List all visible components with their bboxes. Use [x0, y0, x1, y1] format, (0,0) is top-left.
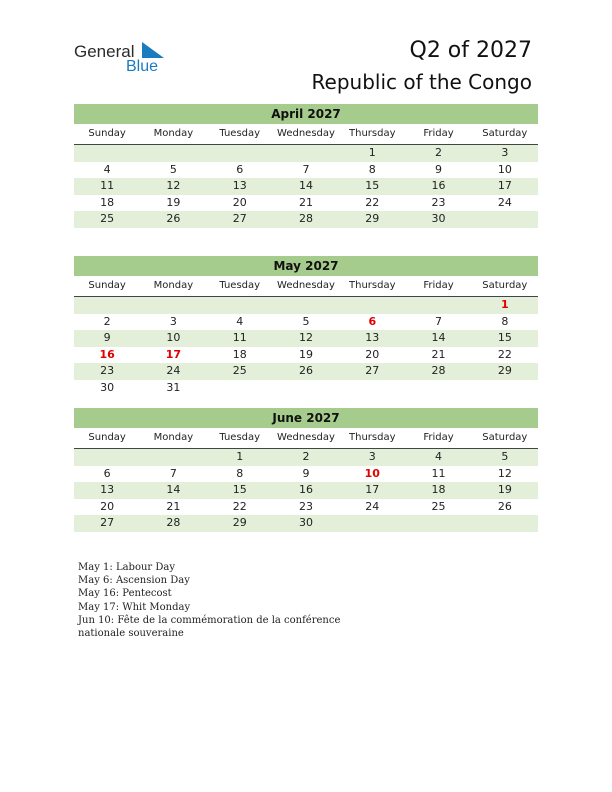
day-cell [140, 145, 206, 162]
day-cell: 20 [232, 195, 247, 209]
weekday-label: Sunday [88, 280, 126, 291]
day-cell: 28 [431, 364, 446, 377]
day-cell: 16 [431, 179, 446, 192]
day-cell: 12 [298, 331, 313, 344]
day-cell: 5 [169, 162, 177, 176]
day-cell: 16 [99, 347, 115, 361]
week-row [74, 449, 538, 466]
logo-text-general: General [74, 42, 135, 61]
week-row [74, 195, 538, 212]
week-row [74, 145, 538, 162]
day-cell: 7 [169, 466, 177, 480]
day-cell: 22 [497, 347, 512, 361]
day-cell [405, 515, 471, 532]
day-cell [207, 145, 273, 162]
week-row [74, 515, 538, 532]
day-cell: 25 [431, 499, 446, 513]
day-cell: 27 [232, 212, 247, 225]
month-june [74, 408, 538, 532]
day-cell: 27 [100, 516, 115, 529]
weekday-label: Monday [153, 280, 194, 291]
day-cell: 1 [501, 298, 509, 311]
day-cell: 20 [365, 347, 380, 361]
day-cell: 24 [497, 195, 512, 209]
week-row [74, 330, 538, 347]
holiday-note: May 6: Ascension Day [78, 575, 190, 587]
day-cell: 21 [298, 195, 313, 209]
day-cell: 18 [100, 195, 115, 209]
day-cell: 19 [298, 347, 313, 361]
day-cell: 27 [365, 364, 380, 377]
day-cell: 2 [103, 314, 111, 328]
day-cell: 17 [497, 179, 512, 192]
day-cell: 23 [431, 195, 446, 209]
day-cell: 18 [232, 347, 247, 361]
weekday-label: Saturday [482, 432, 528, 443]
day-cell: 14 [298, 179, 313, 192]
day-cell: 3 [169, 314, 177, 328]
day-cell [273, 380, 339, 397]
weekday-label: Monday [153, 432, 194, 443]
day-cell: 13 [365, 331, 380, 344]
page-title: Q2 of 2027 [409, 38, 532, 63]
month-header: May 2027 [74, 256, 538, 276]
month-header: April 2027 [74, 104, 538, 124]
day-cell: 11 [431, 466, 446, 480]
day-cell: 28 [166, 516, 181, 529]
day-cell: 29 [365, 212, 380, 225]
day-cell: 18 [431, 483, 446, 496]
day-cell: 30 [298, 516, 313, 529]
day-cell: 3 [368, 450, 376, 463]
month-header: June 2027 [74, 408, 538, 428]
weekday-label: Wednesday [277, 128, 335, 139]
day-cell: 16 [298, 483, 313, 496]
week-row [74, 363, 538, 380]
day-cell: 28 [298, 212, 313, 225]
day-cell [472, 211, 538, 228]
day-cell: 2 [435, 146, 443, 159]
weekday-header-row [74, 124, 538, 145]
day-cell: 29 [232, 516, 247, 529]
weekday-label: Sunday [88, 128, 126, 139]
day-cell: 8 [368, 162, 376, 176]
weekday-label: Tuesday [219, 280, 261, 291]
day-cell: 5 [501, 450, 509, 463]
country-name: Republic of the Congo [311, 70, 532, 94]
day-cell: 10 [166, 331, 181, 344]
day-cell: 22 [365, 195, 380, 209]
day-cell: 8 [501, 314, 509, 328]
day-cell: 25 [232, 364, 247, 377]
weekday-label: Monday [153, 128, 194, 139]
weekday-label: Friday [423, 280, 454, 291]
weekday-label: Sunday [88, 432, 126, 443]
week-row [74, 380, 538, 397]
day-cell: 5 [302, 314, 310, 328]
day-cell: 29 [497, 364, 512, 377]
day-cell: 21 [166, 499, 181, 513]
holiday-note: May 16: Pentecost [78, 588, 172, 600]
day-cell: 26 [497, 499, 512, 513]
day-cell [339, 515, 405, 532]
weeks [74, 449, 538, 532]
day-cell: 11 [232, 331, 247, 344]
weekday-label: Wednesday [277, 280, 335, 291]
day-cell: 24 [166, 364, 181, 377]
day-cell [207, 380, 273, 397]
day-cell: 6 [103, 466, 111, 480]
day-cell [339, 380, 405, 397]
month-april [74, 104, 538, 228]
day-cell [140, 297, 206, 314]
day-cell: 7 [435, 314, 443, 328]
day-cell: 17 [365, 483, 380, 496]
day-cell [472, 380, 538, 397]
day-cell: 9 [435, 162, 443, 176]
day-cell: 4 [236, 314, 244, 328]
day-cell: 6 [368, 314, 377, 328]
day-cell: 12 [497, 466, 512, 480]
day-cell: 21 [431, 347, 446, 361]
day-cell [472, 515, 538, 532]
day-cell: 25 [100, 212, 115, 225]
day-cell [207, 297, 273, 314]
day-cell: 1 [368, 146, 376, 159]
day-cell: 23 [298, 499, 313, 513]
day-cell: 4 [103, 162, 111, 176]
day-cell: 14 [431, 331, 446, 344]
day-cell: 4 [435, 450, 443, 463]
weekday-label: Thursday [349, 280, 396, 291]
holiday-note: May 1: Labour Day [78, 562, 175, 573]
holiday-note: Jun 10: Fête de la commémoration de la conférence [78, 614, 341, 626]
day-cell: 24 [365, 499, 380, 513]
day-cell: 9 [302, 466, 310, 480]
week-row [74, 482, 538, 499]
day-cell: 7 [302, 162, 310, 176]
day-cell: 13 [232, 179, 247, 192]
weekday-label: Tuesday [219, 128, 261, 139]
day-cell [74, 145, 140, 162]
day-cell [74, 297, 140, 314]
weekday-header-row [74, 428, 538, 449]
day-cell: 26 [166, 212, 181, 225]
logo-text-blue: Blue [126, 58, 159, 75]
weeks [74, 297, 538, 396]
week-row [74, 297, 538, 314]
week-row [74, 162, 538, 179]
week-row [74, 347, 538, 364]
day-cell: 12 [166, 179, 181, 192]
day-cell [405, 380, 471, 397]
day-cell: 2 [302, 450, 310, 463]
day-cell [339, 297, 405, 314]
weekday-label: Thursday [349, 128, 396, 139]
day-cell: 8 [236, 466, 244, 480]
weekday-label: Tuesday [219, 432, 261, 443]
logo [74, 40, 174, 80]
day-cell [140, 449, 206, 466]
day-cell: 6 [236, 162, 244, 176]
weekday-label: Wednesday [277, 432, 335, 443]
day-cell: 22 [232, 499, 247, 513]
week-row [74, 499, 538, 516]
holiday-note: nationale souveraine [78, 628, 184, 640]
day-cell: 30 [431, 212, 446, 225]
weekday-label: Friday [423, 432, 454, 443]
week-row [74, 466, 538, 483]
logo-triangle-icon [142, 42, 164, 58]
holiday-note: May 17: Whit Monday [78, 601, 191, 613]
day-cell: 9 [103, 331, 111, 344]
weeks [74, 145, 538, 228]
day-cell [273, 297, 339, 314]
day-cell: 19 [497, 483, 512, 496]
day-cell: 20 [100, 499, 115, 513]
day-cell: 10 [364, 466, 380, 480]
day-cell [74, 449, 140, 466]
week-row [74, 178, 538, 195]
day-cell [273, 145, 339, 162]
weekday-header-row [74, 276, 538, 297]
day-cell: 11 [100, 179, 115, 192]
weekday-label: Saturday [482, 280, 528, 291]
day-cell: 15 [365, 179, 380, 192]
day-cell: 30 [100, 380, 115, 394]
day-cell: 10 [497, 162, 512, 176]
week-row [74, 211, 538, 228]
day-cell: 19 [166, 195, 181, 209]
day-cell: 17 [165, 347, 182, 361]
day-cell: 31 [166, 380, 181, 394]
week-row [74, 314, 538, 331]
day-cell: 23 [100, 364, 115, 377]
month-may [74, 256, 538, 396]
weekday-label: Friday [423, 128, 454, 139]
day-cell: 15 [497, 331, 512, 344]
day-cell: 14 [166, 483, 181, 496]
weekday-label: Saturday [482, 128, 528, 139]
day-cell: 26 [298, 364, 313, 377]
weekday-label: Thursday [349, 432, 396, 443]
day-cell: 15 [232, 483, 247, 496]
holiday-notes [78, 561, 340, 640]
day-cell: 13 [100, 483, 115, 496]
day-cell: 1 [236, 450, 244, 463]
day-cell: 3 [501, 146, 509, 159]
day-cell [405, 297, 471, 314]
